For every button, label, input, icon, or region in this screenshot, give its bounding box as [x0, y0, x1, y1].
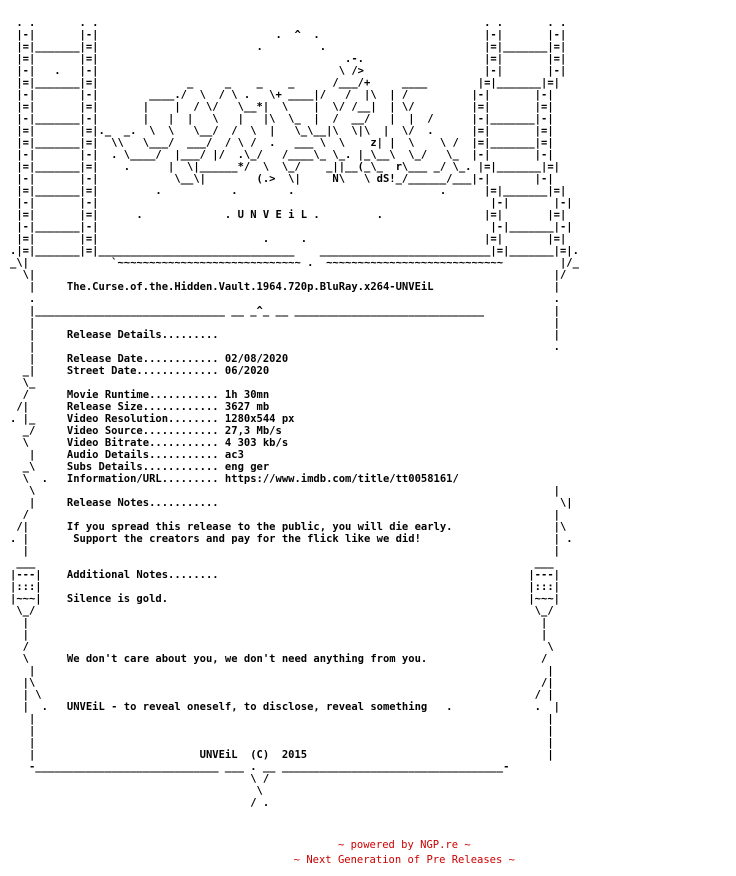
nfo-line: |-| |-| . ^ . |-| |-| — [10, 29, 567, 41]
nfo-line: \_ — [10, 377, 36, 389]
nfo-line: | | — [10, 713, 554, 725]
nfo-line: _\ Subs Details............ eng ger — [10, 461, 270, 473]
nfo-line: | | — [10, 629, 548, 641]
nfo-line: |\ /| — [10, 677, 554, 689]
nfo-line: /| Release Size............ 3627 mb — [10, 401, 270, 413]
nfo-line: |-|_______|-| | | | \ | |\ \_ | / __/ | | / |-|_______|-| — [10, 113, 554, 125]
nfo-line: |-| |-| \__\| (.> \| N\ \ dS!_/______/___|-| |-| — [10, 173, 554, 185]
nfo-line: | . — [10, 341, 560, 353]
nfo-line: |-| . |-| \ /> |-| |-| — [10, 65, 567, 77]
nfo-line: |=|_______|=| . | \|______*/ \ \_/ _||__(_\_ r\___ _/ \_. |=|_______|=| — [10, 161, 560, 173]
nfo-line: \| |/ — [10, 269, 567, 281]
nfo-line: .|=|_______|=|_______________________________ ___________________________|=|_______|=|. — [10, 245, 579, 257]
nfo-line: | | — [10, 617, 548, 629]
nfo-line: /| If you spread this release to the public, you will die early. |\ — [10, 521, 567, 533]
nfo-line: |______________________________ __ _^_ __ ______________________________ | — [10, 305, 560, 317]
nfo-ascii-art — [10, 17, 579, 833]
powered-by-text: ~ powered by NGP.re ~ — [337, 839, 471, 851]
nfo-line: | | — [10, 545, 560, 557]
nfo-line: . | Support the creators and pay for the flick like we did! | . — [10, 533, 573, 545]
nfo-line: |-|_______|-| |-|_______|-| — [10, 221, 573, 233]
nfo-line: | | — [10, 317, 560, 329]
nfo-line: . |_ Video Resolution........ 1280x544 px — [10, 413, 295, 425]
nfo-line: | | — [10, 725, 554, 737]
nfo-line: |-| |-| . \____/ |___/ |/ .\_/ /____\_ \_. |_\__\ \_/ \_ |-| |-| — [10, 149, 554, 161]
nfo-line: |~~~| Silence is gold. |~~~| — [10, 593, 560, 605]
nfo-line: |=| |=|._ _. \ \ \__/ / \ | \_\__|\ \|\ | \/ . |=| |=| — [10, 125, 554, 137]
nfo-line: | Release Notes........... \| — [10, 497, 573, 509]
next-generation-text: ~ Next Generation of Pre Releases ~ — [293, 854, 515, 866]
nfo-line: | UNVEiL (C) 2015 | — [10, 749, 554, 761]
nfo-line: | Release Details......... | — [10, 329, 560, 341]
nfo-line: | Release Date............ 02/08/2020 — [10, 353, 289, 365]
nfo-line: |=|_______|=| \\ \___/ ___/ / \ / . ___ \ \ z| | \ \ / |=|_______|=| — [10, 137, 554, 149]
nfo-line: |=| |=| | | / \/ \__*| \ | \/ /__| | \/ |=| |=| — [10, 101, 554, 113]
nfo-line: | | — [10, 737, 554, 749]
nfo-line: | \ / | — [10, 689, 554, 701]
nfo-line: \ — [10, 785, 263, 797]
nfo-line: |:::| |:::| — [10, 581, 560, 593]
nfo-line: _| Street Date............. 06/2020 — [10, 365, 270, 377]
nfo-line: / Movie Runtime........... 1h 30mn — [10, 389, 270, 401]
nfo-line: | | — [10, 665, 554, 677]
nfo-line: _/ Video Source............ 27,3 Mb/s — [10, 425, 282, 437]
nfo-line: |-| |-| |-| |-| — [10, 197, 573, 209]
nfo-line: \ Video Bitrate........... 4 303 kb/s — [10, 437, 289, 449]
nfo-line: |=| |=| . . U N V E i L . . |=| |=| — [10, 209, 567, 221]
nfo-line: |=| |=| . . |=| |=| — [10, 233, 567, 245]
nfo-line: _\| `~~~~~~~~~~~~~~~~~~~~~~~~~~~~~ . ~~~~~~~~~~~~~~~~~~~~~~~~~~~~ |/_ — [10, 257, 579, 269]
nfo-line: | The.Curse.of.the.Hidden.Vault.1964.720p.BluRay.x264-UNVEiL | — [10, 281, 560, 293]
nfo-line: |=|_______|=| . . |=|_______|=| — [10, 41, 567, 53]
nfo-line: | Audio Details........... ac3 — [10, 449, 244, 461]
nfo-line: / | — [10, 509, 560, 521]
nfo-line: | . UNVEiL - to reveal oneself, to disclose, reveal something . . | — [10, 701, 560, 713]
nfo-line: / . — [10, 797, 270, 809]
nfo-line: |=|_______|=| _ _ _ _ /___/+ ____ |=|_______|=| — [10, 77, 560, 89]
next-generation-line — [0, 839, 736, 867]
nfo-line: ___ ___ — [10, 557, 554, 569]
nfo-line: \ We don't care about you, we don't need anything from you. / — [10, 653, 548, 665]
nfo-line: |---| Additional Notes........ |---| — [10, 569, 560, 581]
nfo-line: / \ — [10, 641, 554, 653]
nfo-line: . . . . . . . . — [10, 17, 567, 29]
nfo-line: |-| |-| ____./ \ / \ . \+ ____|/ / |\ | / |-| |-| — [10, 89, 554, 101]
nfo-line: \_/ \_/ — [10, 605, 554, 617]
nfo-line: |=| |=| .-. |=| |=| — [10, 53, 567, 65]
nfo-line: \ / — [10, 773, 270, 785]
nfo-line: |=|_______|=| . . . . |=|_______|=| — [10, 185, 567, 197]
nfo-line: -_____________________________ ___ . __ ___________________________________- — [10, 761, 510, 773]
nfo-line: . . — [10, 293, 560, 305]
nfo-line: \ | — [10, 485, 560, 497]
nfo-line: \ . Information/URL......... https://www.imdb.com/title/tt0058161/ — [10, 473, 459, 485]
